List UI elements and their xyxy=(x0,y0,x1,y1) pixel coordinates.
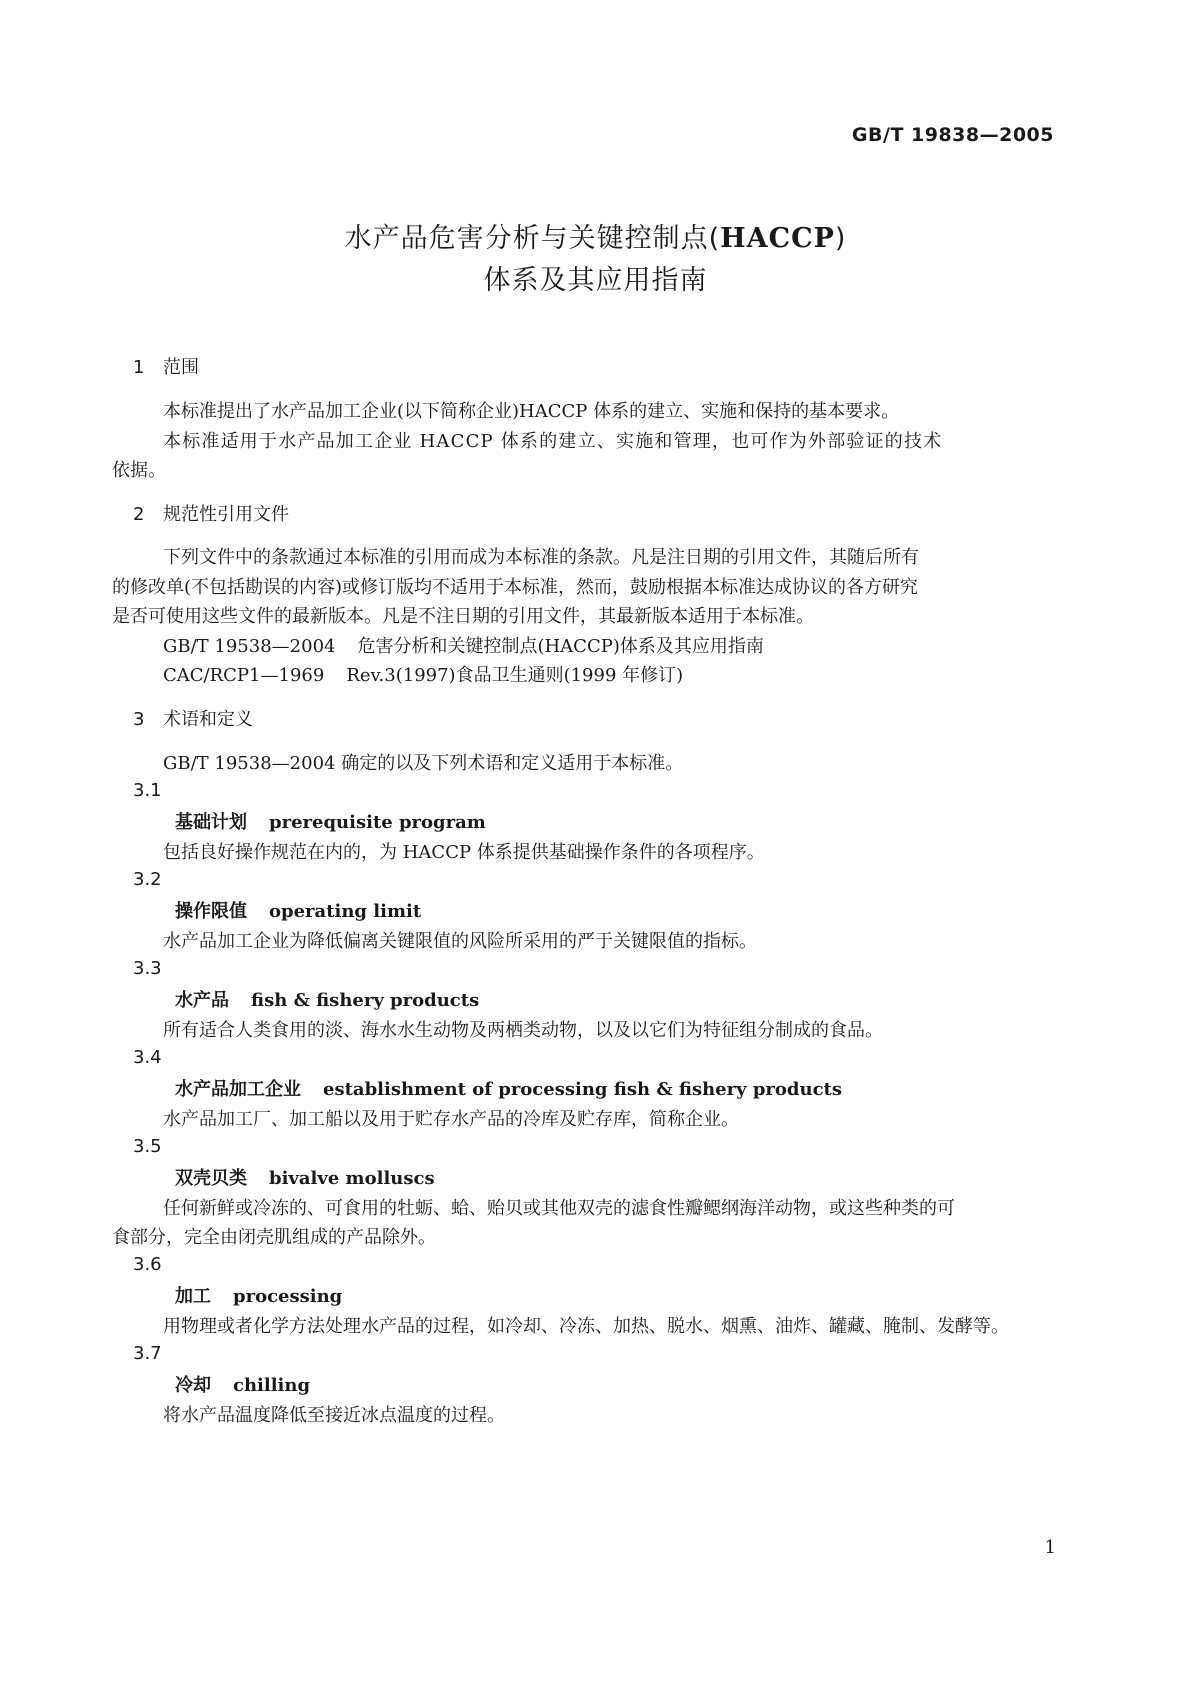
term-en: chilling xyxy=(233,1375,311,1396)
term-definition: 将水产品温度降低至接近冰点温度的过程。 xyxy=(163,1405,505,1426)
term-number: 3.2 xyxy=(133,869,162,890)
term-en: establishment of processing fish & fishery products xyxy=(323,1079,842,1100)
term-en: processing xyxy=(233,1286,343,1307)
section-title: 范围 xyxy=(163,357,199,378)
paragraph: 依据。 xyxy=(112,460,166,481)
term-entry xyxy=(175,808,486,834)
document-title-line1 xyxy=(0,216,1191,255)
term-zh: 操作限值 xyxy=(175,901,247,922)
term-definition: 用物理或者化学方法处理水产品的过程，如冷却、冷冻、加热、脱水、烟熏、油炸、罐藏、腌制、发酵等。 xyxy=(163,1316,1009,1337)
term-definition: 水产品加工企业为降低偏离关键限值的风险所采用的严于关键限值的指标。 xyxy=(163,931,757,952)
term-definition: 包括良好操作规范在内的，为 HACCP 体系提供基础操作条件的各项程序。 xyxy=(163,842,765,863)
reference-title: 危害分析和关键控制点(HACCP)体系及其应用指南 xyxy=(357,636,764,657)
term-definition: 水产品加工厂、加工船以及用于贮存水产品的冷库及贮存库，简称企业。 xyxy=(163,1109,739,1130)
term-en: bivalve molluscs xyxy=(269,1168,435,1189)
section-number: 2 xyxy=(133,504,145,525)
paragraph: 本标准适用于水产品加工企业 HACCP 体系的建立、实施和管理，也可作为外部验证的技术 xyxy=(163,431,943,452)
reference-title: Rev.3(1997)食品卫生通则(1999 年修订) xyxy=(346,665,684,686)
paragraph: 本标准提出了水产品加工企业(以下简称企业)HACCP 体系的建立、实施和保持的基本要求。 xyxy=(163,401,900,422)
term-entry xyxy=(175,897,421,923)
term-definition: 食部分，完全由闭壳肌组成的产品除外。 xyxy=(112,1227,436,1248)
paragraph: 的修改单(不包括勘误的内容)或修订版均不适用于本标准，然而，鼓励根据本标准达成协议的各方研究 xyxy=(112,577,919,598)
section-2-heading xyxy=(133,500,289,526)
term-zh: 冷却 xyxy=(175,1375,211,1396)
title-paren-close: ) xyxy=(834,223,847,254)
section-number: 3 xyxy=(133,709,145,730)
term-zh: 基础计划 xyxy=(175,812,247,833)
term-en: fish & fishery products xyxy=(251,990,480,1011)
term-number: 3.6 xyxy=(133,1254,162,1275)
term-entry xyxy=(175,1282,342,1308)
term-en: operating limit xyxy=(269,901,422,922)
term-number: 3.5 xyxy=(133,1136,162,1157)
title-text: 水产品危害分析与关键控制点( xyxy=(344,223,721,254)
standard-number: GB/T 19838—2005 xyxy=(851,124,1054,146)
page-number: 1 xyxy=(1044,1537,1056,1558)
term-entry xyxy=(175,1164,435,1190)
section-3-heading xyxy=(133,705,253,731)
term-definition: 任何新鲜或冷冻的、可食用的牡蛎、蛤、贻贝或其他双壳的滤食性瓣鳃纲海洋动物，或这些种类的可 xyxy=(163,1198,955,1219)
term-definition: 所有适合人类食用的淡、海水水生动物及两栖类动物，以及以它们为特征组分制成的食品。 xyxy=(163,1020,883,1041)
paragraph: 下列文件中的条款通过本标准的引用而成为本标准的条款。凡是注日期的引用文件，其随后所有 xyxy=(163,547,919,568)
term-zh: 水产品加工企业 xyxy=(175,1079,301,1100)
reference-code: CAC/RCP1—1969 xyxy=(163,665,325,686)
section-1-heading xyxy=(133,353,199,379)
term-entry xyxy=(175,986,479,1012)
section-number: 1 xyxy=(133,357,145,378)
title-acronym: HACCP xyxy=(720,223,835,254)
term-entry xyxy=(175,1371,310,1397)
term-zh: 水产品 xyxy=(175,990,229,1011)
term-zh: 双壳贝类 xyxy=(175,1168,247,1189)
term-entry xyxy=(175,1075,842,1101)
reference-item xyxy=(163,632,764,658)
term-number: 3.3 xyxy=(133,958,162,979)
reference-code: GB/T 19538—2004 xyxy=(163,636,336,657)
reference-item xyxy=(163,661,683,687)
paragraph: GB/T 19538—2004 确定的以及下列术语和定义适用于本标准。 xyxy=(163,753,684,774)
term-number: 3.4 xyxy=(133,1047,162,1068)
paragraph: 是否可使用这些文件的最新版本。凡是不注日期的引用文件，其最新版本适用于本标准。 xyxy=(112,606,814,627)
document-title-line2: 体系及其应用指南 xyxy=(483,265,708,296)
section-title: 规范性引用文件 xyxy=(163,504,289,525)
term-number: 3.7 xyxy=(133,1343,162,1364)
term-zh: 加工 xyxy=(175,1286,211,1307)
section-title: 术语和定义 xyxy=(163,709,253,730)
term-number: 3.1 xyxy=(133,780,162,801)
term-en: prerequisite program xyxy=(269,812,486,833)
